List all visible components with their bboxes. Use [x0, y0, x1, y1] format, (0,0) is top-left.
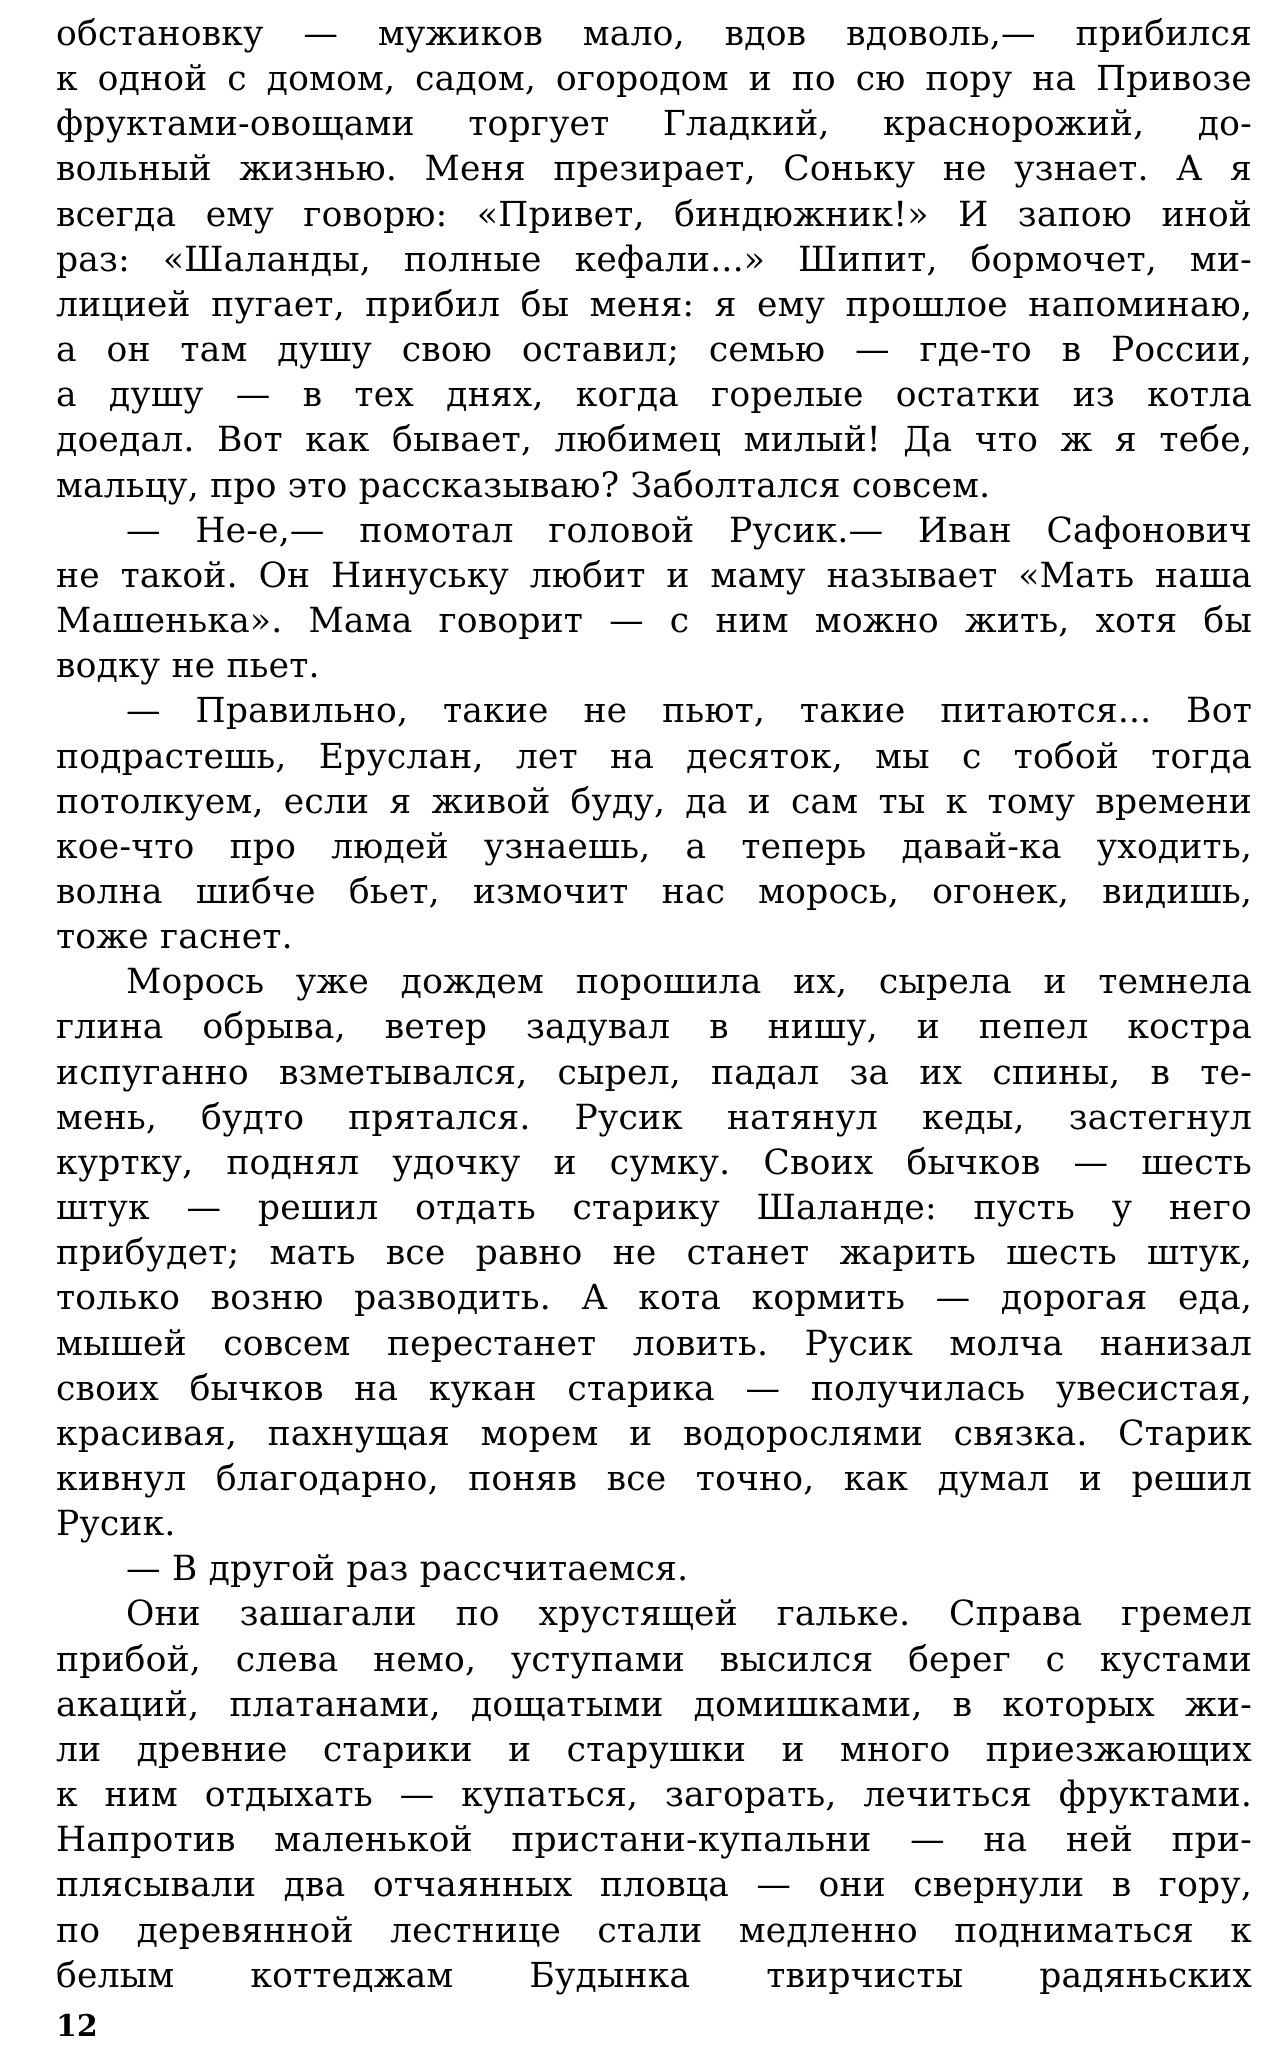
- text-line: лицией пугает, прибил бы меня: я ему прошлое напоминаю,: [56, 284, 1252, 325]
- text-line: мень, будто прятался. Русик натянул кеды, застегнул: [56, 1097, 1252, 1138]
- text-line: мышей совсем перестанет ловить. Русик молча нанизал: [56, 1323, 1252, 1364]
- text-line: подрастешь, Еруслан, лет на десяток, мы с тобой тогда: [56, 736, 1252, 777]
- text-line: вольный жизнью. Меня презирает, Соньку не узнает. А я: [56, 149, 1252, 190]
- text-line: Они зашагали по хрустящей гальке. Справа гремел: [126, 1594, 1252, 1635]
- text-line: потолкуем, если я живой буду, да и сам ты к тому времени: [56, 781, 1252, 822]
- text-line: кое-что про людей узнаешь, а теперь давай-ка уходить,: [56, 826, 1252, 867]
- text-line: куртку, поднял удочку и сумку. Своих бычков — шесть: [56, 1142, 1252, 1183]
- text-line: плясывали два отчаянных пловца — они свернули в гору,: [56, 1865, 1252, 1906]
- text-line: к ним отдыхать — купаться, загорать, лечиться фруктами.: [56, 1775, 1252, 1816]
- text-line: прибой, слева немо, уступами высился берег с кустами: [56, 1639, 1252, 1680]
- text-line: глина обрыва, ветер задувал в нишу, и пепел костра: [56, 1007, 1252, 1048]
- text-line: а душу — в тех днях, когда горелые остатки из котла: [56, 375, 1252, 416]
- text-line: штук — решил отдать старику Шаланде: пусть у него: [56, 1188, 1252, 1229]
- text-line: раз: «Шаланды, полные кефали...» Шипит, бормочет, ми-: [56, 239, 1252, 280]
- text-line: кивнул благодарно, поняв все точно, как думал и решил: [56, 1459, 1252, 1499]
- text-line: обстановку — мужиков мало, вдов вдоволь,— прибился: [56, 14, 1252, 54]
- body-text: [56, 12, 1252, 1999]
- text-line: волна шибче бьет, измочит нас морось, огонек, видишь,: [56, 871, 1252, 912]
- text-line: Морось уже дождем порошила их, сырела и темнела: [126, 962, 1252, 1003]
- text-line: к одной с домом, садом, огородом и по сю пору на Привозе: [56, 59, 1252, 100]
- text-line: красивая, пахнущая морем и водорослями связка. Старик: [56, 1413, 1252, 1454]
- text-line: прибудет; мать все равно не станет жарить шесть штук,: [56, 1233, 1252, 1274]
- text-line: испуганно взметывался, сырел, падал за их спины, в те-: [56, 1052, 1252, 1093]
- text-line: всегда ему говорю: «Привет, биндюжник!» И запою иной: [56, 194, 1252, 235]
- text-line: акаций, платанами, дощатыми домишками, в которых жи-: [56, 1684, 1252, 1725]
- text-line: — Не-е,— помотал головой Русик.— Иван Сафонович: [126, 510, 1252, 551]
- text-line: — Правильно, такие не пьют, такие питаются... Вот: [126, 691, 1252, 732]
- page-number: 12: [56, 2009, 98, 2044]
- text-line: ли древние старики и старушки и много приезжающих: [56, 1729, 1252, 1770]
- text-line: Напротив маленькой пристани-купальни — на ней при-: [56, 1820, 1252, 1861]
- text-line: Русик.: [56, 1504, 176, 1545]
- text-line: только возню разводить. А кота кормить — дорогая еда,: [56, 1278, 1252, 1319]
- text-line: своих бычков на кукан старика — получилась увесистая,: [56, 1368, 1252, 1409]
- text-line: фруктами-овощами торгует Гладкий, краснорожий, до-: [56, 104, 1252, 145]
- text-line: Машенька». Мама говорит — с ним можно жить, хотя бы: [56, 601, 1252, 642]
- text-line: доедал. Вот как бывает, любимец милый! Да что ж я тебе,: [56, 420, 1252, 461]
- text-line: тоже гаснет.: [56, 917, 293, 958]
- text-line: мальцу, про это рассказываю? Заболтался совсем.: [56, 465, 991, 506]
- text-line: — В другой раз рассчитаемся.: [126, 1549, 689, 1590]
- text-line: по деревянной лестнице стали медленно подниматься к: [56, 1910, 1252, 1951]
- text-line: водку не пьет.: [56, 646, 320, 687]
- text-line: а он там душу свою оставил; семью — где-то в России,: [56, 330, 1252, 371]
- text-line: не такой. Он Нинуську любит и маму называет «Мать наша: [56, 555, 1252, 596]
- text-line: белым коттеджам Будынка твирчисты радяньских: [56, 1955, 1252, 1996]
